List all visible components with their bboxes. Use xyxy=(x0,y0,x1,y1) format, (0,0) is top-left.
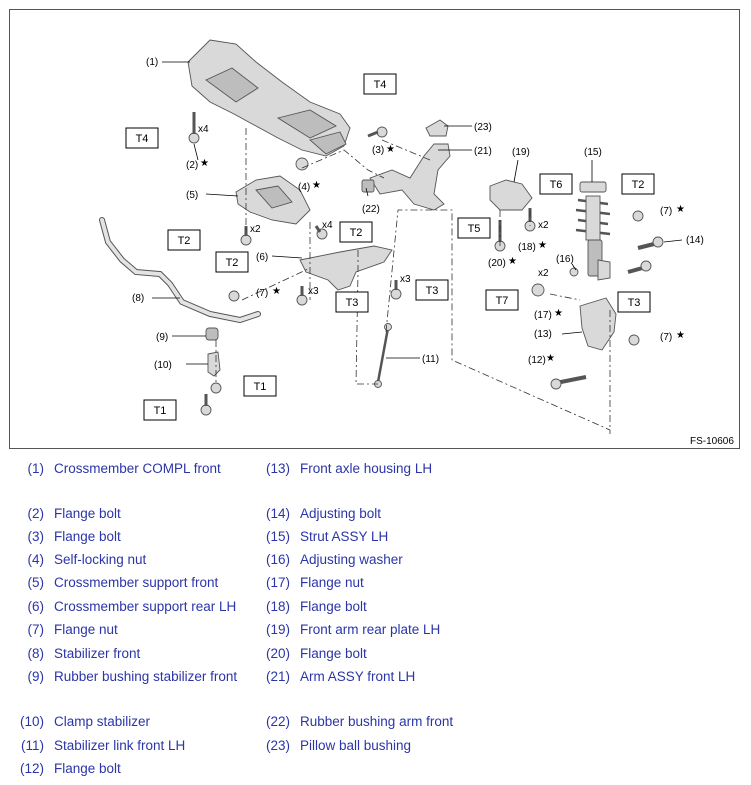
legend-item-name: Flange nut xyxy=(300,575,364,590)
stabilizer-clamp xyxy=(208,352,220,376)
parts-legend xyxy=(0,452,751,785)
legend-item-number: (15) xyxy=(265,529,290,544)
callout-12: (12) xyxy=(528,355,546,366)
adjusting-bolts xyxy=(628,237,663,272)
legend-item-name: Self-locking nut xyxy=(54,552,147,567)
callout-20: (20) xyxy=(488,258,506,269)
callout-10: (10) xyxy=(154,360,172,371)
star-icon: ★ xyxy=(312,180,321,191)
callout-5: (5) xyxy=(186,190,199,201)
legend-item-number: (8) xyxy=(27,646,44,661)
callout-6: (6) xyxy=(256,252,269,263)
legend-item-name: Adjusting bolt xyxy=(300,506,382,521)
legend-item-number: (4) xyxy=(27,552,44,567)
legend-item-name: Crossmember support front xyxy=(54,575,219,590)
crossmember-support-rear xyxy=(300,246,392,290)
fasteners xyxy=(189,112,643,415)
legend-item-name: Adjusting washer xyxy=(300,552,403,567)
legend-item-number: (16) xyxy=(265,552,290,567)
legend-item-number: (7) xyxy=(27,622,44,637)
legend-item-number: (22) xyxy=(265,714,290,729)
legend-item-name: Strut ASSY LH xyxy=(300,529,389,544)
legend-item-number: (17) xyxy=(265,575,290,590)
legend-item-number: (9) xyxy=(27,669,44,684)
torque-box-t4-left: T4 xyxy=(135,133,149,145)
legend-item-name: Clamp stabilizer xyxy=(54,714,151,729)
torque-box-t4-upper: T4 xyxy=(373,79,387,91)
legend-item-number: (2) xyxy=(27,506,44,521)
torque-box-t2-support: T2 xyxy=(349,227,363,239)
crossmember-front xyxy=(188,40,350,156)
legend-item-name: Front axle housing LH xyxy=(300,461,433,476)
legend-item-number: (1) xyxy=(27,461,44,476)
torque-box-t3-mid: T3 xyxy=(425,285,439,297)
star-icon: ★ xyxy=(200,158,209,169)
legend-item-name: Flange bolt xyxy=(54,506,121,521)
legend-item-number: (20) xyxy=(265,646,290,661)
torque-box-t5: T5 xyxy=(467,223,481,235)
star-icon: ★ xyxy=(676,204,685,215)
callout-1: (1) xyxy=(146,57,159,68)
arm-front-bushing xyxy=(362,180,374,192)
multiplier-17: x2 xyxy=(538,268,549,279)
legend-item-number: (3) xyxy=(27,529,44,544)
legend-item-name: Stabilizer link front LH xyxy=(54,738,186,753)
legend-item-name: Rubber bushing arm front xyxy=(300,714,454,729)
callout-2: (2) xyxy=(186,160,199,171)
callout-8: (8) xyxy=(132,293,145,304)
legend-item-number: (5) xyxy=(27,575,44,590)
multiplier-3d: x3 xyxy=(400,274,411,285)
legend-item-name: Arm ASSY front LH xyxy=(300,669,416,684)
stabilizer-bushing xyxy=(206,328,218,340)
multiplier-2: x4 xyxy=(198,124,209,135)
star-icon: ★ xyxy=(272,286,281,297)
torque-box-t3-right: T3 xyxy=(627,297,641,309)
legend-item-number: (18) xyxy=(265,599,290,614)
front-axle-housing xyxy=(580,298,616,350)
exploded-parts-diagram xyxy=(9,9,740,449)
star-icon: ★ xyxy=(508,256,517,267)
callout-21: (21) xyxy=(474,146,492,157)
torque-box-t7: T7 xyxy=(495,295,509,307)
legend-item-name: Crossmember COMPL front xyxy=(54,461,221,476)
legend-item-name: Flange nut xyxy=(54,622,118,637)
multiplier-18: x2 xyxy=(538,220,549,231)
legend-item-name: Flange bolt xyxy=(54,529,121,544)
callout-22: (22) xyxy=(362,204,380,215)
legend-item-number: (19) xyxy=(265,622,290,637)
callout-19: (19) xyxy=(512,147,530,158)
stabilizer-link xyxy=(375,324,392,388)
legend-item-name: Rubber bushing stabilizer front xyxy=(54,669,238,684)
callout-7b: (7) xyxy=(660,206,673,217)
multiplier-4: x4 xyxy=(322,220,333,231)
star-icon: ★ xyxy=(546,353,555,364)
callout-11: (11) xyxy=(422,354,440,365)
callout-17: (17) xyxy=(534,310,552,321)
torque-box-t2-left: T2 xyxy=(177,235,191,247)
torque-box-t2-mid: T2 xyxy=(225,257,239,269)
callout-15: (15) xyxy=(584,147,602,158)
star-icon: ★ xyxy=(554,308,563,319)
torque-box-t1-right: T1 xyxy=(253,381,267,393)
legend-item-number: (13) xyxy=(265,461,290,476)
star-icon: ★ xyxy=(538,240,547,251)
legend-item-number: (21) xyxy=(265,669,290,684)
torque-box-t1-left: T1 xyxy=(153,405,167,417)
legend-item-number: (10) xyxy=(19,714,44,729)
star-icon: ★ xyxy=(386,144,395,155)
axle-flange-bolt xyxy=(551,377,586,389)
callout-16: (16) xyxy=(556,254,574,265)
callout-23: (23) xyxy=(474,122,492,133)
legend-item-name: Crossmember support rear LH xyxy=(54,599,237,614)
legend-item-number: (11) xyxy=(20,738,44,753)
legend-item-name: Pillow ball bushing xyxy=(300,738,412,753)
diagram-canvas xyxy=(10,10,741,450)
legend-item-name: Flange bolt xyxy=(54,761,121,776)
callout-7a: (7) xyxy=(256,288,269,299)
strut-assy xyxy=(576,182,610,280)
callout-18: (18) xyxy=(518,242,536,253)
torque-box-t3-rear: T3 xyxy=(345,297,359,309)
callout-7c: (7) xyxy=(660,332,673,343)
torque-box-t6: T6 xyxy=(549,179,563,191)
front-arm-rear-plate xyxy=(490,180,532,210)
legend-item-number: (23) xyxy=(265,738,290,753)
callout-13: (13) xyxy=(534,329,552,340)
legend-item-number: (6) xyxy=(27,599,44,614)
legend-item-number: (12) xyxy=(19,761,44,776)
callout-4: (4) xyxy=(298,182,311,193)
star-icon: ★ xyxy=(676,330,685,341)
callout-14: (14) xyxy=(686,235,704,246)
multiplier-3b: x2 xyxy=(250,224,261,235)
legend-item-name: Flange bolt xyxy=(300,646,367,661)
callout-9: (9) xyxy=(156,332,169,343)
pillow-ball-bushing xyxy=(426,120,448,136)
legend-item-name: Flange bolt xyxy=(300,599,367,614)
multiplier-3c: x3 xyxy=(308,286,319,297)
legend-item-number: (14) xyxy=(265,506,290,521)
legend-item-name: Front arm rear plate LH xyxy=(300,622,441,637)
torque-box-t2-right: T2 xyxy=(631,179,645,191)
figure-code: FS-10606 xyxy=(690,436,734,447)
callout-3: (3) xyxy=(372,145,385,156)
legend-item-name: Stabilizer front xyxy=(54,646,141,661)
